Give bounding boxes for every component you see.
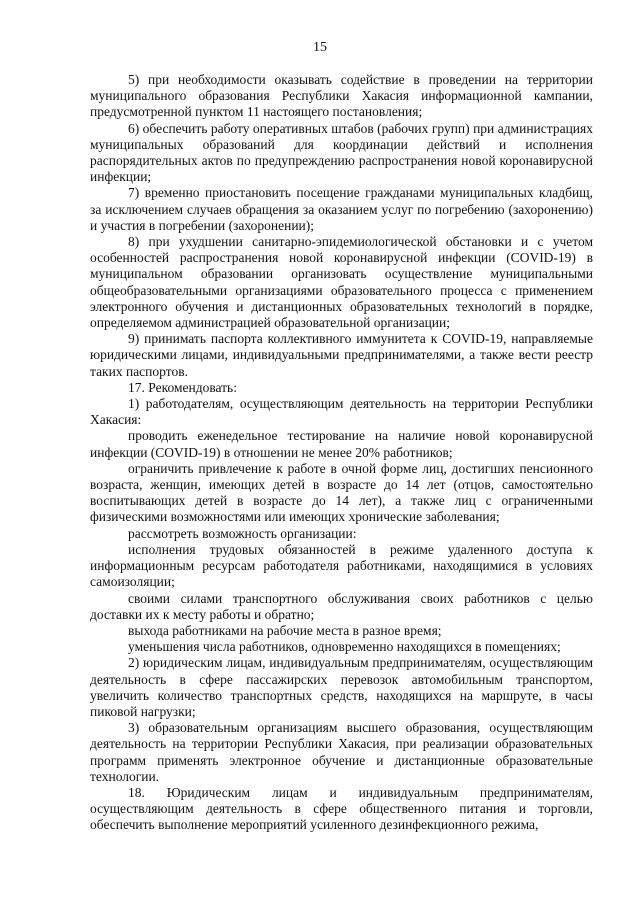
paragraph-item-8: 8) при ухудшении санитарно-эпидемиологической обстановки и с учетом особенностей распространения новой коронавирусной инфекции (COVID-19) в муниципальном образовании организовать осуществление муниципальными общеобразовательными организациями образовательного процесса с применением электронного обучения и дистанционных образовательных технологий в порядке, определяемом администрацией образовательной организации; xyxy=(90,234,593,331)
paragraph-limit-staff: ограничить привлечение к работе в очной форме лиц, достигших пенсионного возраста, женщин, имеющих детей в возрасте до 14 лет (отцов, самостоятельно воспитывающих детей в возрасте до 14 лет), а также лиц с ограниченными физическими возможностями или имеющих хронические заболевания; xyxy=(90,460,593,525)
paragraph-item-5: 5) при необходимости оказывать содействие в проведении на территории муниципального образования Республики Хакасия информационной кампании, предусмотренной пунктом 11 настоящего постановления; xyxy=(90,72,593,120)
paragraph-17-2: 2) юридическим лицам, индивидуальным предпринимателям, осуществляющим деятельность в сфере пассажирских перевозок автомобильным транспортом, увеличить количество транспортных средств, находящихся на маршруте, в часы пиковой нагрузки; xyxy=(90,655,593,719)
paragraph-remote-work: исполнения трудовых обязанностей в режиме удаленного доступа к информационным ресурсам работодателя работниками, находящимися в условиях самоизоляции; xyxy=(90,541,593,590)
paragraph-17-1: 1) работодателям, осуществляющим деятельность на территории Республики Хакасия: xyxy=(90,396,593,428)
page-number: 15 xyxy=(313,40,327,55)
paragraph-item-6: 6) обеспечить работу оперативных штабов (рабочих групп) при администрациях муниципальных образований для координации действий и исполнения распорядительных актов по предупреждению распространения новой коронавирусной инфекции; xyxy=(90,120,593,185)
paragraph-reduce-staff: уменьшения числа работников, одновременно находящихся в помещениях; xyxy=(128,639,561,655)
section-18-paragraph: 18. Юридическим лицам и индивидуальным предпринимателям, осуществляющим деятельность в сфере общественного питания и торговли, обеспечить выполнение мероприятий усиленного дезинфекционного режима, xyxy=(90,784,593,833)
paragraph-consider: рассмотреть возможность организации: xyxy=(128,525,357,541)
paragraph-item-7: 7) временно приостановить посещение гражданами муниципальных кладбищ, за исключением случаев обращения за оказанием услуг по погребению (захоронению) и участия в погребении (захоронении); xyxy=(90,185,593,233)
section-17-heading: 17. Рекомендовать: xyxy=(128,379,237,395)
document-body xyxy=(90,72,593,834)
paragraph-17-3: 3) образовательным организациям высшего образования, осуществляющим деятельность на территории Республики Хакасия, при реализации образовательных программ применять электронное обучение и дистанционные образовательные технологии. xyxy=(90,720,593,784)
paragraph-testing: проводить еженедельное тестирование на наличие новой коронавирусной инфекции (COVID-19) в отношении не менее 20% работников; xyxy=(90,428,593,460)
paragraph-item-9: 9) принимать паспорта коллективного иммунитета к COVID-19, направляемые юридическими лицами, индивидуальными предпринимателями, а также вести реестр таких паспортов. xyxy=(90,331,593,379)
paragraph-shifted-time: выхода работниками на рабочие места в разное время; xyxy=(128,622,442,638)
paragraph-transport: своими силами транспортного обслуживания своих работников с целью доставки их к месту работы и обратно; xyxy=(90,590,593,622)
